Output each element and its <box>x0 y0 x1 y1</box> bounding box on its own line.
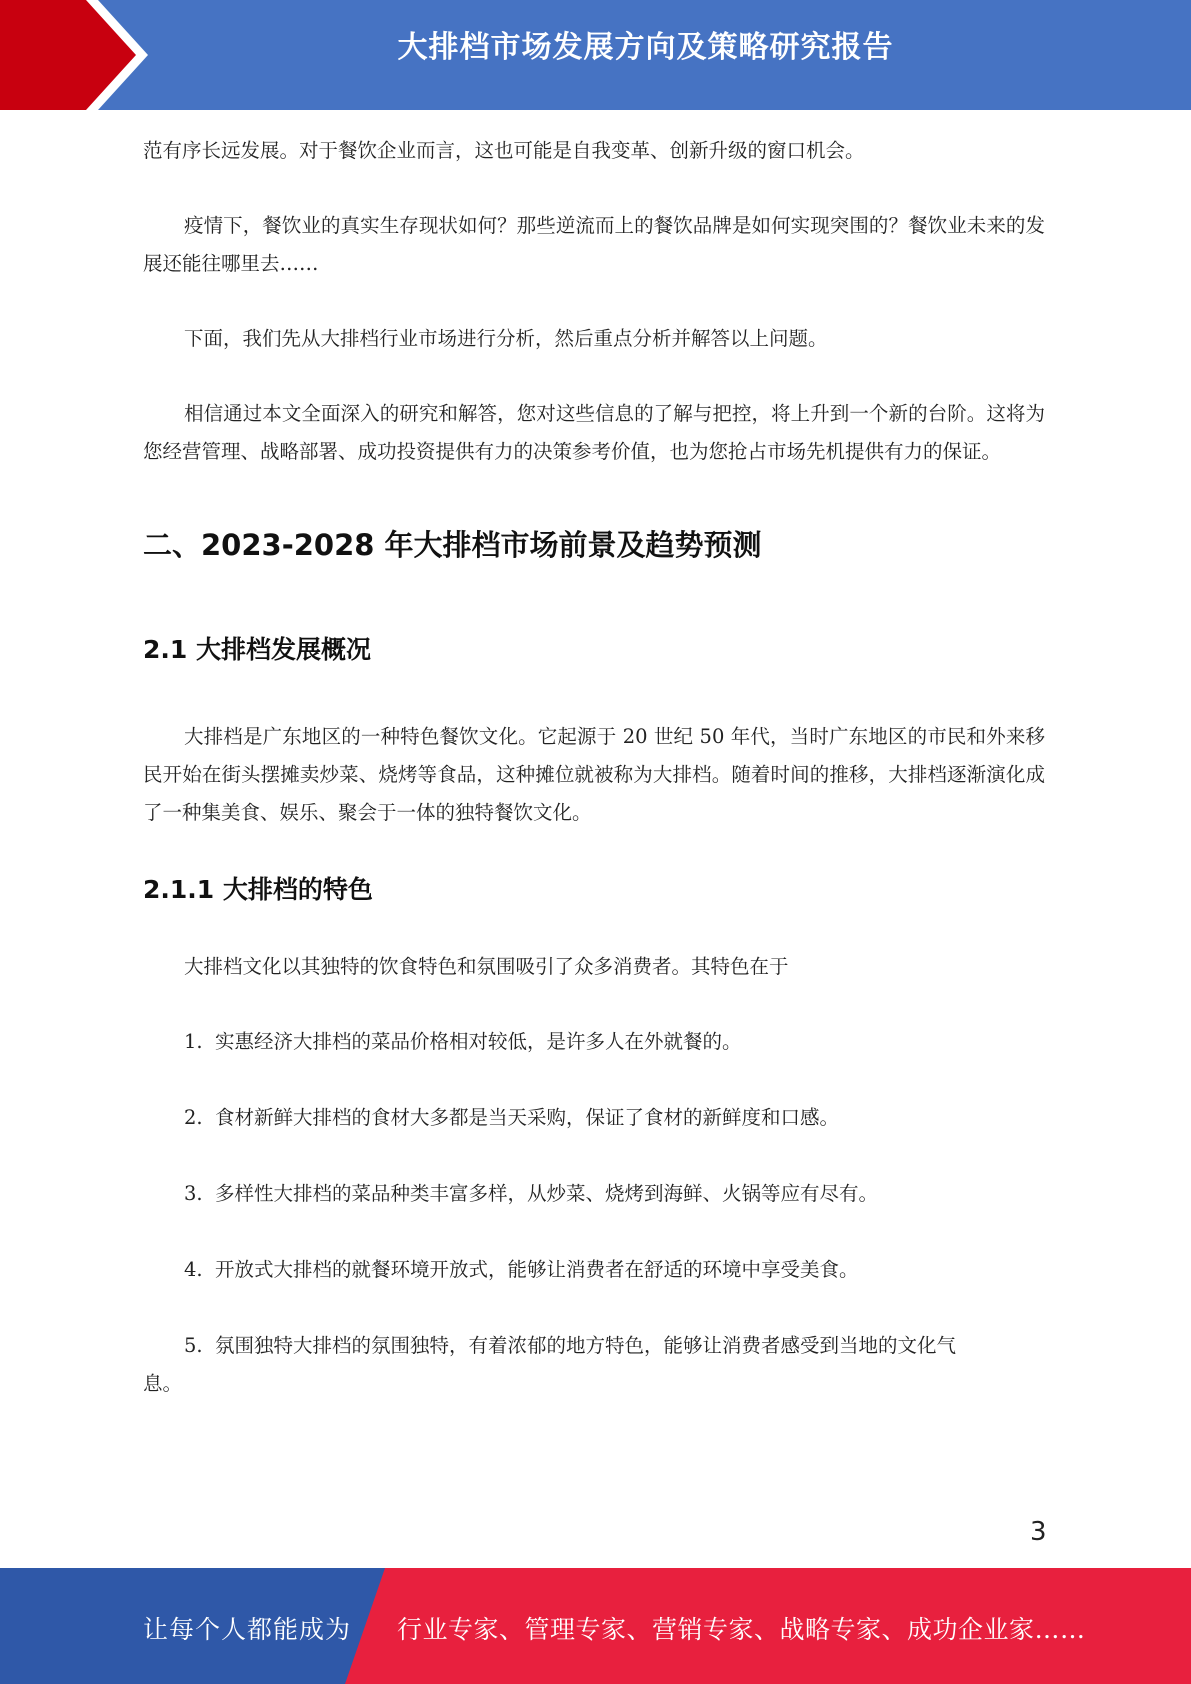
report-title: 大排档市场发展方向及策略研究报告 <box>397 30 894 65</box>
feature-list <box>143 1023 1045 1403</box>
list-item-continuation: 息。 <box>143 1372 183 1395</box>
paragraph-analysis-intro: 下面，我们先从大排档行业市场进行分析，然后重点分析并解答以上问题。 <box>184 327 828 350</box>
paragraph-features-intro: 大排档文化以其独特的饮食特色和氛围吸引了众多消费者。其特色在于 <box>184 955 789 978</box>
list-item: 1. 实惠经济大排档的菜品价格相对较低，是许多人在外就餐的。 <box>184 1030 742 1053</box>
list-item: 3. 多样性大排档的菜品种类丰富多样，从炒菜、烧烤到海鲜、火锅等应有尽有。 <box>184 1182 879 1205</box>
paragraph-overview: 大排档是广东地区的一种特色餐饮文化。它起源于 20 世纪 50 年代，当时广东地区的市民和外来移民开始在街头摆摊卖炒菜、烧烤等食品，这种摊位就被称为大排档。随着时间的推移，大排档逐渐演化成了一种集美食、娱乐、聚会于一体的独特餐饮文化。 <box>143 725 1045 824</box>
paragraph-pandemic-questions: 疫情下，餐饮业的真实生存现状如何？那些逆流而上的餐饮品牌是如何实现突围的？餐饮业未来的发展还能往哪里去…… <box>143 214 1045 275</box>
list-item: 2. 食材新鲜大排档的食材大多都是当天采购，保证了食材的新鲜度和口感。 <box>184 1106 840 1129</box>
header-arrow-decoration <box>0 0 160 110</box>
section-heading: 二、2023-2028 年大排档市场前景及趋势预测 <box>143 528 762 562</box>
subsubsection-heading: 2.1.1 大排档的特色 <box>143 875 373 904</box>
list-item: 4. 开放式大排档的就餐环境开放式，能够让消费者在舒适的环境中享受美食。 <box>184 1258 859 1281</box>
paragraph-continuation: 范有序长远发展。对于餐饮企业而言，这也可能是自我变革、创新升级的窗口机会。 <box>143 139 865 162</box>
page-number: 3 <box>1030 1517 1047 1547</box>
page-footer-band <box>0 1568 1191 1684</box>
list-item: 5. 氛围独特大排档的氛围独特，有着浓郁的地方特色，能够让消费者感受到当地的文化气 <box>184 1334 957 1357</box>
paragraph-value-statement: 相信通过本文全面深入的研究和解答，您对这些信息的了解与把控，将上升到一个新的台阶。这将为您经营管理、战略部署、成功投资提供有力的决策参考价值，也为您抢占市场先机提供有力的保证。 <box>143 402 1045 463</box>
page-header-band <box>0 0 1191 110</box>
footer-slogan-left: 让每个人都能成为 <box>143 1615 352 1644</box>
page-content <box>143 132 1045 1403</box>
subsection-heading: 2.1 大排档发展概况 <box>143 635 371 664</box>
footer-slogan-right: 行业专家、管理专家、营销专家、战略专家、成功企业家…… <box>397 1615 1086 1644</box>
